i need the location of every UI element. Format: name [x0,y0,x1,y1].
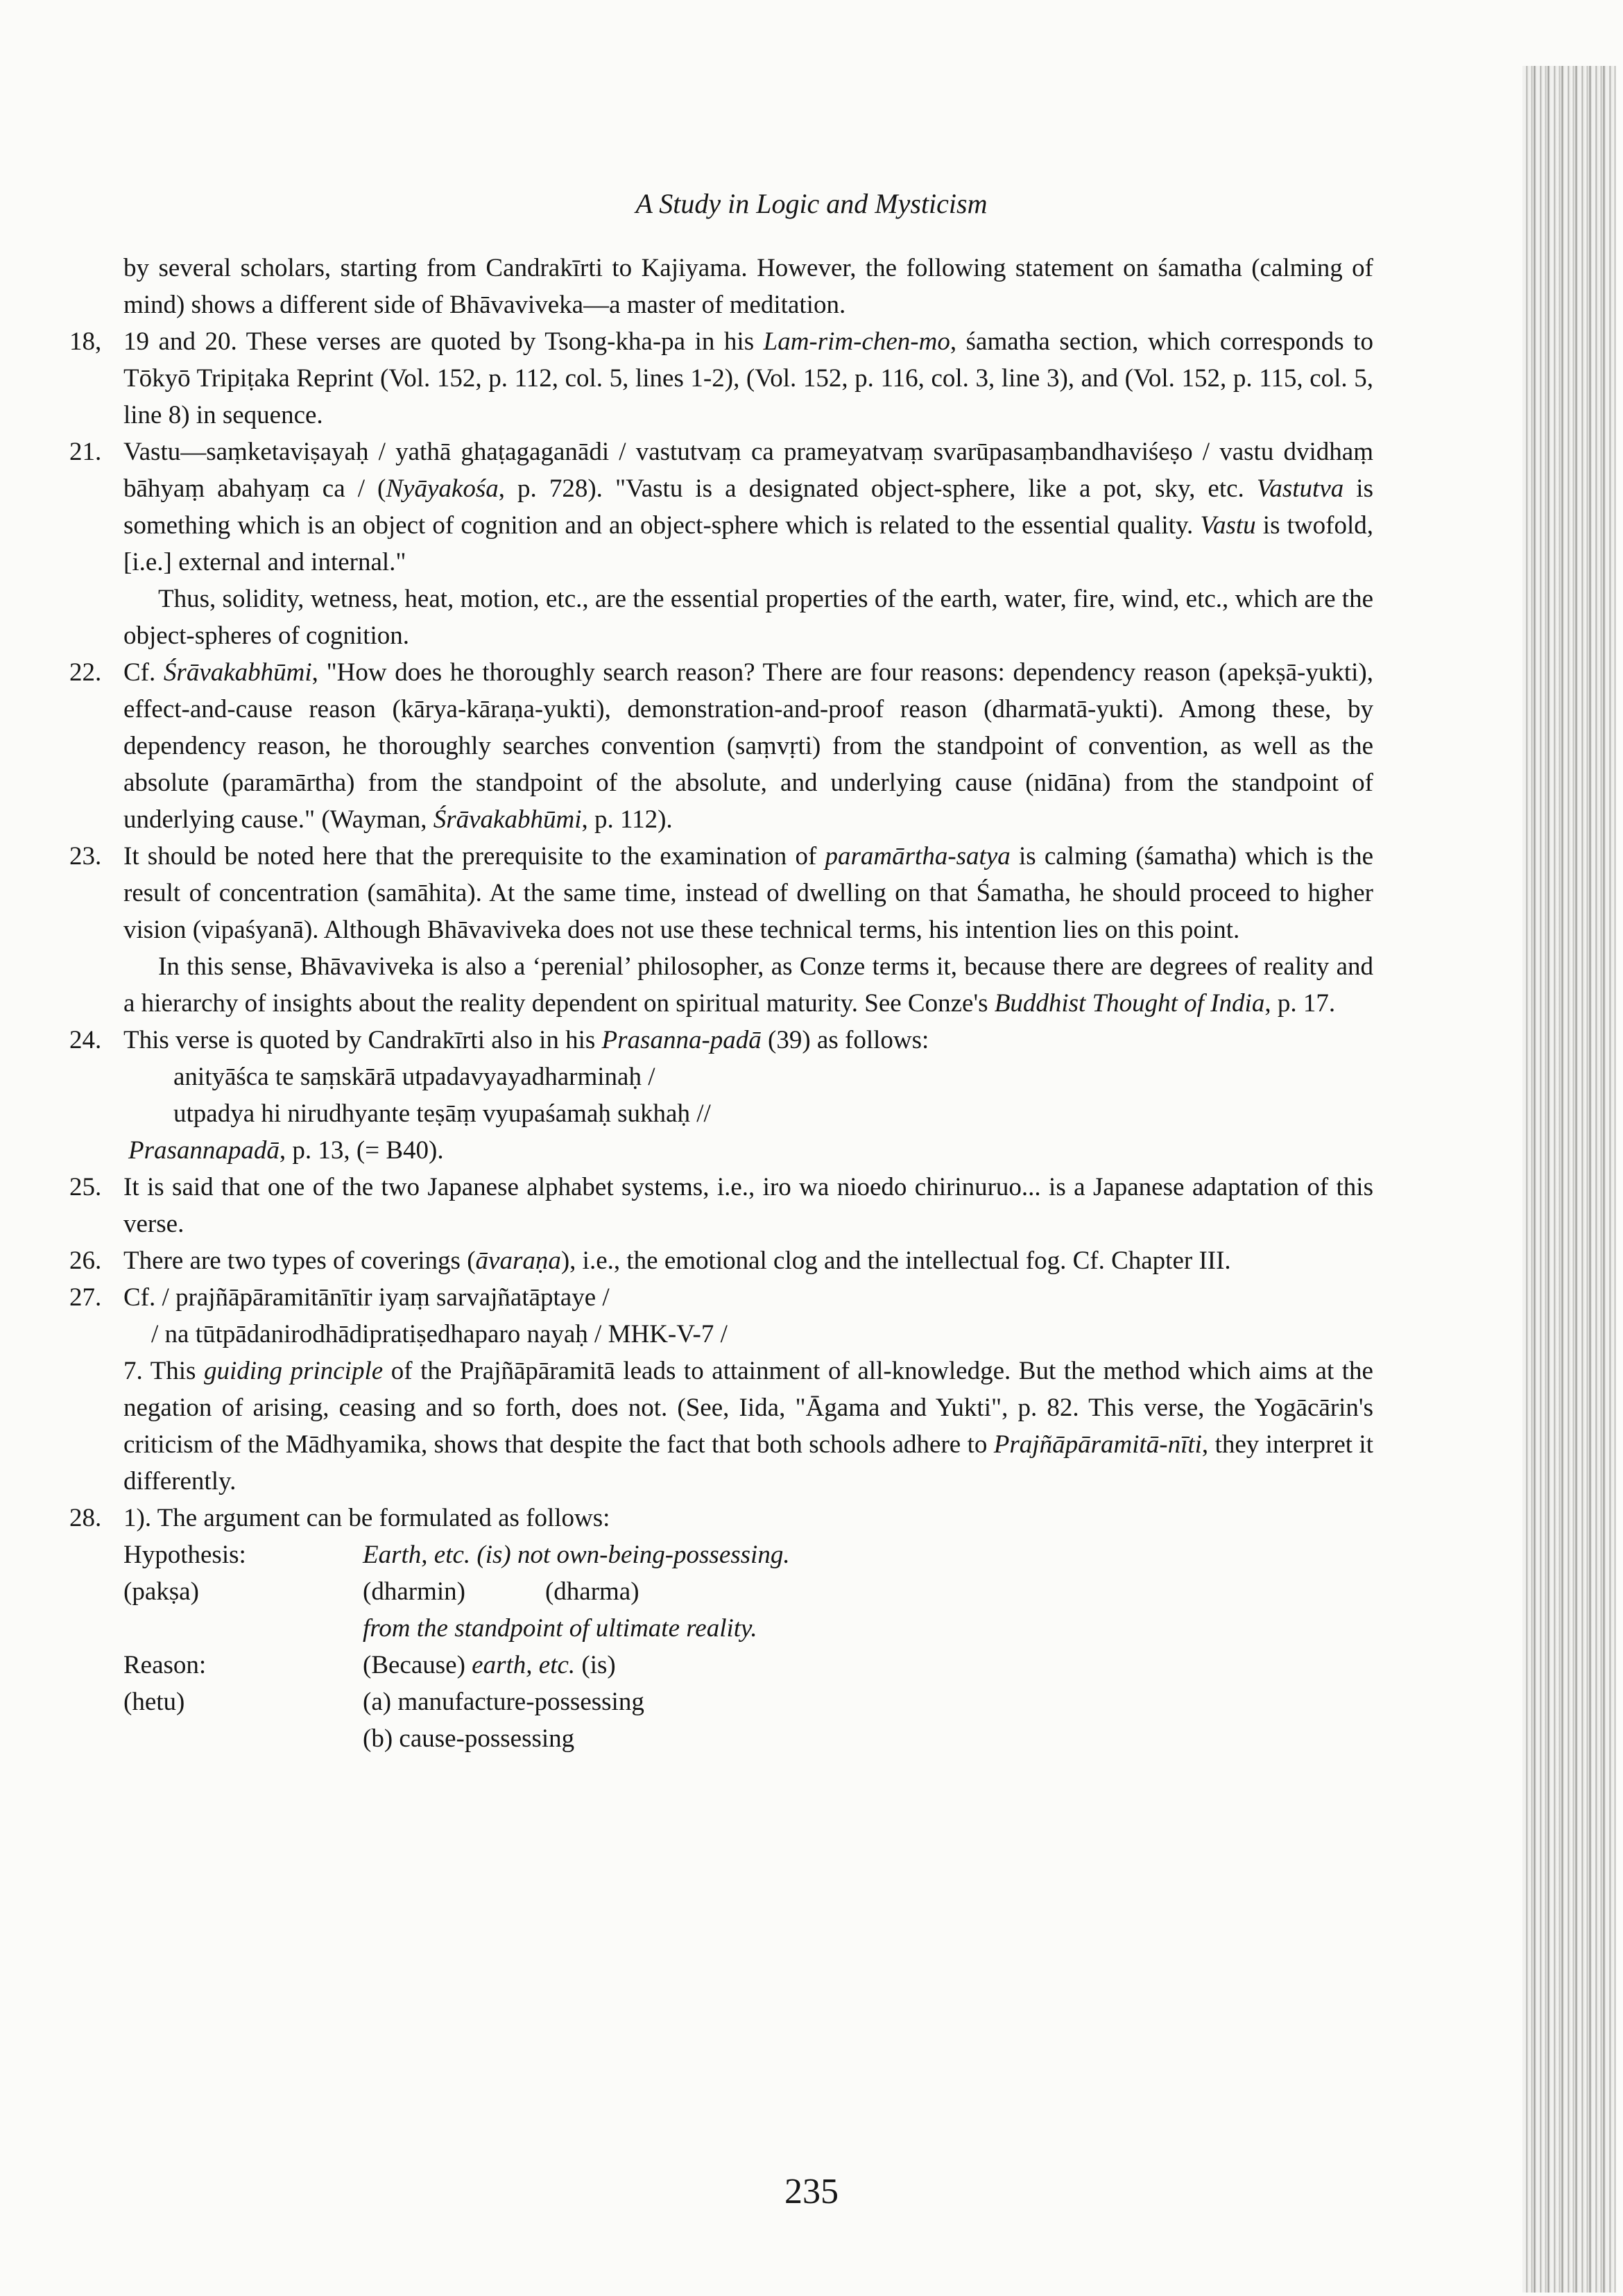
hetu-row: (hetu) (a) manufacture-possessing [123,1688,644,1716]
hypothesis-row: Hypothesis: Earth, etc. (is) not own-being-possessing. [123,1541,790,1569]
scanned-page-edge [1522,66,1616,2293]
note-22: 22. Cf. Śrāvakabhūmi, "How does he thoroughly search reason? There are four reasons: dependency reason (apekṣā-yukti), effect-and-cause reason (kārya-kāraṇa-yukti), demonstration-and-proof reason (dharmatā-yukti). Among these, by dependency reason, he thoroughly searches convention (saṃvṛti) from the standpoint of convention, as well as the absolute (paramārtha) from the standpoint of the absolute, and underlying cause (nidāna) from the standpoint of underlying cause." (Wayman, Śrāvakabhūmi, p. 112). [69,654,1373,838]
verse-line-2: utpadya hi nirudhyante teṣāṃ vyupaśamaḥ sukhaḥ // [173,1099,711,1128]
note-27: 27. Cf. / prajñāpāramitānītir iyaṃ sarvajñatāptaye / [69,1279,1373,1316]
reason-row: Reason: (Because) earth, etc. (is) [123,1651,616,1679]
note-21: 21. Vastu—saṃketaviṣayaḥ / yathā ghaṭagaganādi / vastutvaṃ ca prameyatvaṃ svarūpasaṃbandhaviśeṣo / vastu dvidhaṃ bāhyaṃ abahyaṃ ca / (Nyāyakośa, p. 728). "Vastu is a designated object-sphere, like a pot, sky, etc. Vastutva is something which is an object of cognition and an object-sphere which is related to the essential quality. Vastu is twofold, [i.e.] external and internal." [69,434,1373,581]
note-number: 26. [69,1246,102,1275]
hetu-item-b: (b) cause-possessing [363,1724,575,1753]
note-number: 23. [69,842,102,871]
note-number: 18, [69,327,102,356]
verse-source: Prasannapadā, p. 13, (= B40). [128,1136,444,1165]
running-title: A Study in Logic and Mysticism [635,188,988,219]
standpoint-row: from the standpoint of ultimate reality. [363,1614,757,1643]
endnotes [69,250,1373,1757]
note-17-continuation: by several scholars, starting from Candrakīrti to Kajiyama. However, the following statement on śamatha (calming of mind) shows a different side of Bhāvaviveka—a master of meditation. [123,254,1373,319]
note-number: 28. [69,1504,102,1532]
note-23-paragraph: In this sense, Bhāvaviveka is also a ‘perenial’ philosopher, as Conze terms it, because there are degrees of reality and a hierarchy of insights about the reality dependent on spiritual maturity. See Conze's Buddhist Thought of India, p. 17. [123,952,1373,1018]
note-24: 24. This verse is quoted by Candrakīrti also in his Prasanna-padā (39) as follows: [69,1022,1373,1059]
note-25: 25. It is said that one of the two Japanese alphabet systems, i.e., iro wa nioedo chirinuruo... is a Japanese adaptation of this verse. [69,1169,1373,1242]
verse-line-1: anityāśca te saṃskārā utpadavyayadharminaḥ / [173,1063,655,1091]
note-number: 27. [69,1283,102,1312]
paksa-row: (pakṣa) (dharmin) (dharma) [123,1577,639,1606]
argument-formulation [69,1536,1373,1757]
note-number: 22. [69,658,102,687]
note-23: 23. It should be noted here that the prerequisite to the examination of paramārtha-satya is calming (śamatha) which is the result of concentration (samāhita). At the same time, instead of dwelling on that Śamatha, he should proceed to higher vision (vipaśyanā). Although Bhāvaviveka does not use these technical terms, his intention lies on this point. [69,838,1373,948]
note-27-line-2: / na tūtpādanirodhādipratiṣedhaparo nayaḥ / MHK-V-7 / [151,1320,728,1348]
note-26: 26. There are two types of coverings (āvaraṇa), i.e., the emotional clog and the intellectual fog. Cf. Chapter III. [69,1242,1373,1279]
note-21-paragraph: Thus, solidity, wetness, heat, motion, etc., are the essential properties of the earth, water, fire, wind, etc., which are the object-spheres of cognition. [123,585,1373,650]
note-number: 21. [69,438,102,466]
note-27-commentary: 7. This guiding principle of the Prajñāpāramitā leads to attainment of all-knowledge. But the method which aims at the negation of arising, ceasing and so forth, does not. (See, Iida, "Āgama and Yukti", p. 82. This verse, the Yogācārin's criticism of the Mādhyamika, shows that despite the fact that both schools adhere to Prajñāpāramitā-nīti, they interpret it differently. [123,1357,1373,1496]
note-28: 28. 1). The argument can be formulated as follows: [69,1500,1373,1536]
note-number: 24. [69,1026,102,1054]
page-number: 235 [784,2172,839,2211]
note-18: 18, 19 and 20. These verses are quoted by Tsong-kha-pa in his Lam-rim-chen-mo, śamatha section, which corresponds to Tōkyō Tripiṭaka Reprint (Vol. 152, p. 112, col. 5, lines 1-2), (Vol. 152, p. 116, col. 3, line 3), and (Vol. 152, p. 115, col. 5, line 8) in sequence. [69,323,1373,434]
note-number: 25. [69,1173,102,1201]
